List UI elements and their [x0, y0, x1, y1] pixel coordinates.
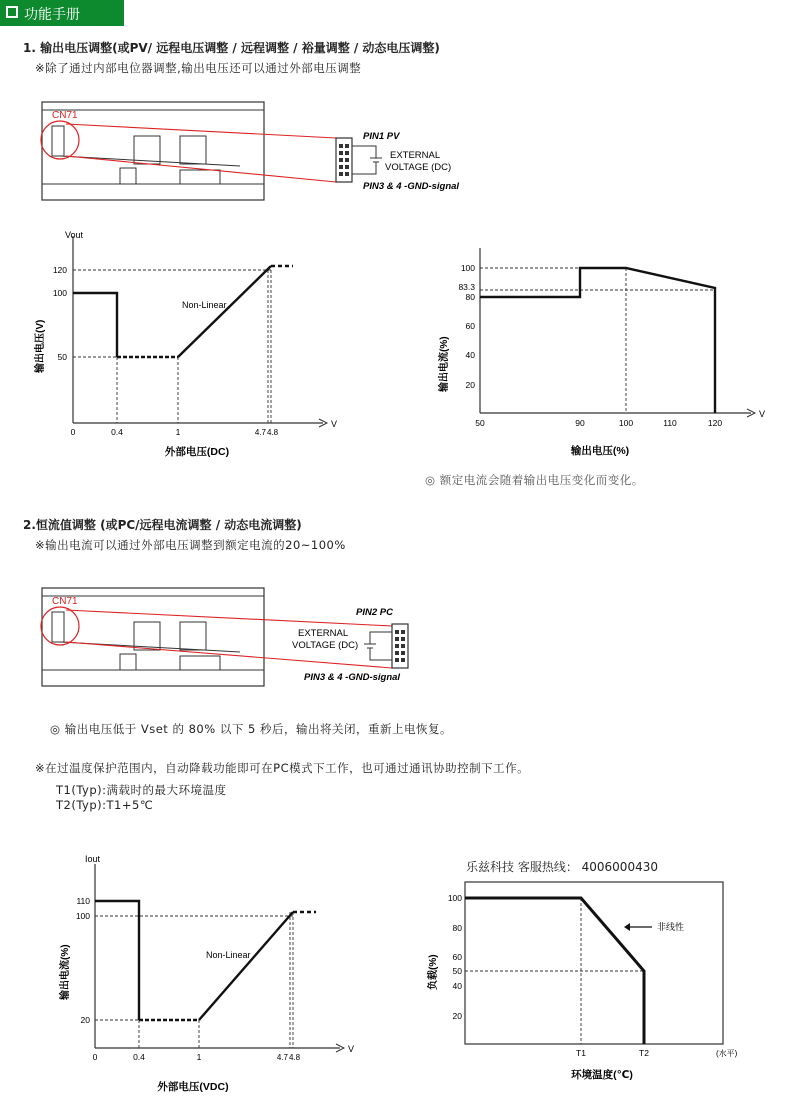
chart2-xtick: 50 — [475, 418, 485, 428]
chart1-xunit: V — [331, 419, 338, 429]
chart2-xtick: 100 — [618, 418, 634, 428]
chart1-ytick: 50 — [57, 352, 67, 362]
section1-remark: ◎ 额定电流会随着输出电压变化而变化。 — [425, 473, 644, 487]
t2-definition: T2(Typ):T1+5℃ — [56, 798, 154, 812]
chart-current-adjust — [50, 852, 370, 1097]
chart3-ytick: 20 — [80, 1015, 90, 1025]
chart3-yunit: Iout — [85, 854, 101, 864]
chart1-xtick: 0 — [70, 427, 76, 437]
chart3-ytick: 110 — [76, 896, 90, 906]
hotline-text: 乐兹科技 客服热线： 4006000430 — [466, 860, 658, 874]
chart1-xlabel: 外部电压(DC) — [164, 446, 230, 458]
connector-label: CN71 — [52, 596, 78, 607]
dc-source-symbol — [352, 146, 382, 174]
chart4-ylabel: 负载(%) — [428, 954, 439, 990]
chart3-guides — [95, 912, 293, 1048]
section2-heading: 2.恒流值调整 (或PC/远程电流调整 / 动态电流调整) — [23, 518, 302, 532]
chart3-ylabel: 输出电流(%) — [60, 944, 71, 1000]
connector-label: CN71 — [52, 110, 78, 121]
chart4-ytick: 80 — [452, 923, 462, 933]
chart2-xlabel: 输出电压(%) — [570, 445, 630, 457]
chart2-axes — [480, 248, 755, 417]
pin-header — [336, 138, 352, 182]
voltage-label: VOLTAGE (DC) — [292, 640, 359, 651]
chart4-frame — [465, 882, 723, 1044]
chart2-ytick: 60 — [465, 321, 475, 331]
chart-derating — [420, 878, 780, 1088]
chart3-line-seg3 — [199, 912, 293, 1020]
chart2-ytick: 83.3 — [458, 282, 475, 292]
chart1-ylabel: 输出电压(V) — [35, 319, 46, 373]
square-icon — [6, 6, 18, 18]
chart-output-current — [425, 242, 775, 467]
dc-source-symbol — [364, 632, 392, 660]
chart3-ytick: 100 — [75, 911, 90, 921]
chart1-ytick: 120 — [52, 265, 67, 275]
chart3-xtick: 1 — [196, 1052, 202, 1062]
chart1-yunit: Vout — [65, 230, 84, 240]
chart2-xunit: V — [759, 409, 766, 419]
pv-wiring-diagram — [40, 98, 470, 203]
chart3-xtick: 0.4 — [133, 1052, 145, 1062]
chart4-annotation: 非线性 — [657, 922, 685, 932]
chart2-xtick: 110 — [663, 418, 677, 428]
section2-remark1: ◎ 输出电压低于 Vset 的 80% 以下 5 秒后，输出将关闭，重新上电恢复。 — [50, 722, 452, 736]
voltage-label: VOLTAGE (DC) — [385, 162, 452, 173]
section1-heading: 1. 输出电压调整(或PV/ 远程电压调整 / 远程调整 / 裕量调整 / 动态电压调整) — [23, 41, 440, 55]
chart2-ylabel: 输出电流(%) — [439, 336, 450, 392]
chart1-line-seg1 — [73, 293, 117, 357]
chart4-xunit: (水平) — [716, 1049, 738, 1058]
chart4-ytick: 40 — [452, 981, 462, 991]
chart4-ytick: 50 — [452, 966, 462, 976]
section2-remark2: ※在过温度保护范围内，自动降载功能即可在PC模式下工作，也可通过通讯协助控制下工作。 — [35, 761, 530, 775]
chart4-xlabel: 环境温度(℃) — [571, 1069, 633, 1081]
chart4-xtick: T1 — [576, 1048, 586, 1058]
chart3-xtick: 4.8 — [289, 1053, 301, 1062]
chart4-ytick: 100 — [447, 893, 462, 903]
header-bar — [0, 0, 124, 26]
chart4-ytick: 60 — [452, 952, 462, 962]
pc-wiring-diagram — [40, 584, 440, 689]
pin2-label: PIN2 PC — [356, 607, 393, 618]
chart-output-voltage — [25, 228, 350, 463]
gnd-label: PIN3 & 4 -GND-signal — [363, 181, 460, 192]
chart3-xtick: 4.7 — [276, 1053, 288, 1062]
chart2-ytick: 80 — [465, 292, 475, 302]
chart3-xunit: V — [348, 1044, 355, 1054]
external-label: EXTERNAL — [390, 150, 441, 161]
chart1-xtick: 4.8 — [267, 428, 279, 437]
chart1-annotation: Non-Linear — [182, 300, 227, 310]
chart1-xtick: 1 — [175, 427, 181, 437]
t1-definition: T1(Typ):满载时的最大环境温度 — [56, 783, 227, 797]
pin-header — [392, 624, 408, 668]
connector-highlight-circle — [41, 607, 79, 645]
chart3-annotation: Non-Linear — [206, 950, 251, 960]
chart1-line-seg3 — [178, 266, 271, 357]
chart2-ytick: 20 — [465, 380, 475, 390]
chart3-line-seg1 — [95, 901, 139, 1020]
chart3-xlabel: 外部电压(VDC) — [157, 1081, 229, 1093]
gnd-label: PIN3 & 4 -GND-signal — [304, 672, 401, 683]
chart4-ytick: 20 — [452, 1011, 462, 1021]
chart1-xtick: 4.7 — [254, 428, 266, 437]
chart4-guides — [465, 898, 644, 1044]
section1-note: ※除了通过内部电位器调整,输出电压还可以通过外部电压调整 — [35, 61, 362, 75]
external-label: EXTERNAL — [298, 628, 349, 639]
chart2-xtick: 120 — [707, 418, 723, 428]
chart2-ytick: 100 — [460, 263, 475, 273]
header-title: 功能手册 — [24, 7, 80, 23]
chart2-xtick: 90 — [575, 418, 585, 428]
section2-note: ※输出电流可以通过外部电压调整到额定电流的20~100% — [35, 538, 346, 552]
chart3-xtick: 0 — [92, 1052, 98, 1062]
chart1-xtick: 0.4 — [111, 427, 123, 437]
chart2-guides — [480, 268, 715, 413]
chart4-xtick: T2 — [639, 1048, 649, 1058]
chart1-axes — [73, 236, 327, 427]
chart2-ytick: 40 — [465, 350, 475, 360]
chart1-ytick: 100 — [52, 288, 67, 298]
pin1-label: PIN1 PV — [363, 131, 400, 142]
connector-highlight-circle — [41, 121, 79, 159]
